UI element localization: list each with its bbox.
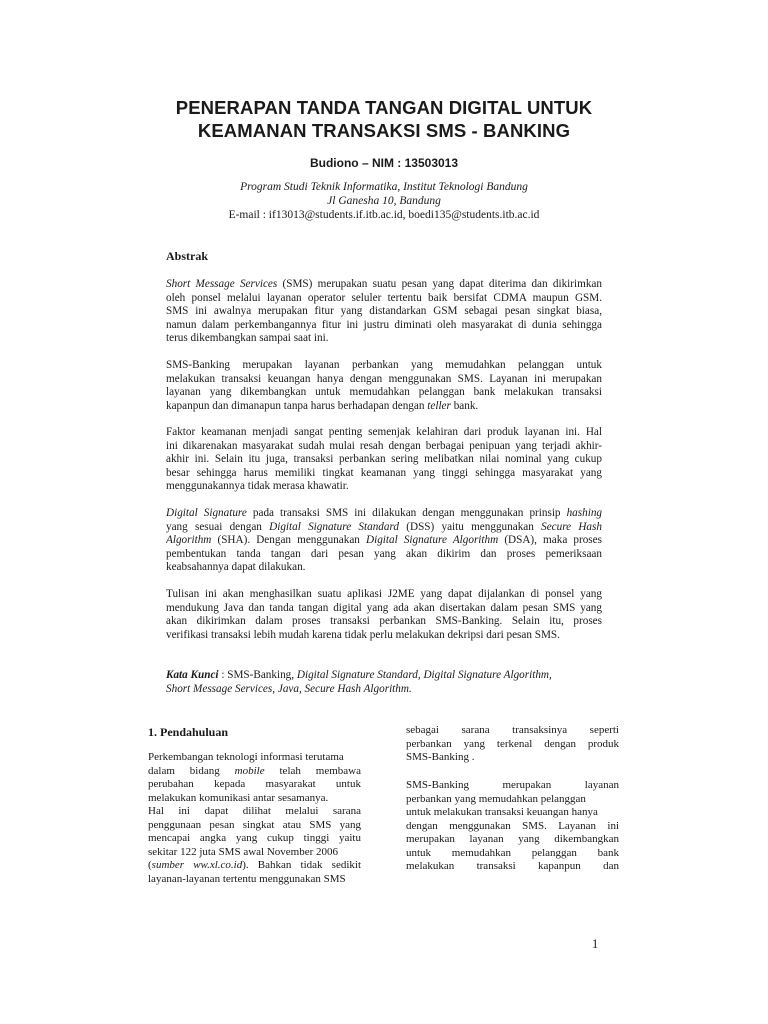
abstract-paragraph-4	[166, 507, 602, 575]
text-line: SMS-Banking merupakan layanan perbankan yang memudahkan pelanggan untuk	[166, 359, 602, 371]
abstract-paragraph-5	[166, 588, 602, 642]
text-line: melakukan komunikasi antar sesamanya.	[148, 791, 329, 804]
text-line: keabsahannya dapat dilakukan.	[166, 561, 306, 574]
text-line: untuk melakukan transaksi keuangan hanya	[406, 806, 598, 818]
title-line-2: KEAMANAN TRANSAKSI SMS - BANKING	[197, 120, 571, 141]
text-line: SMS-Banking merupakan layanan	[406, 779, 619, 791]
text-line: perbankan yang memudahkan pelanggan	[406, 792, 586, 805]
text-line: besar sehingga harus memiliki tingkat keamanan yang tinggi sehingga masyarakat yang	[166, 466, 602, 479]
text-line: yang sesuai dengan Digital Signature Standard (DSS) yaitu menggunakan Secure Hash	[166, 520, 602, 533]
keywords: Kata Kunci : SMS-Banking, Digital Signature Standard, Digital Signature Algorithm, Short Message Services, Java, Secure Hash Algorithm.	[166, 669, 552, 695]
text-line: perbankan yang terkenal dengan produk	[406, 737, 619, 750]
abstract-paragraph-2	[166, 359, 602, 413]
affiliation	[120, 180, 648, 222]
text-line: kapanpun dan dimanapun tanpa harus berhadapan dengan teller bank.	[166, 399, 479, 412]
right-column-paragraph-1	[406, 724, 619, 765]
text-line: layanan yang dikembangkan untuk memudahkan pelanggan bank melakukan transaksi	[166, 386, 602, 399]
left-column-text	[148, 751, 361, 886]
text-line: akan dikirimkan dalam proses transaksi perbankan SMS-Banking. Selain itu, proses	[166, 615, 602, 628]
title-line-1: PENERAPAN TANDA TANGAN DIGITAL UNTUK	[175, 97, 593, 118]
text-line: Tulisan ini akan menghasilkan suatu aplikasi J2ME yang dapat dijalankan di ponsel yang	[166, 588, 602, 600]
text-line: Algorithm (SHA). Dengan menggunakan Digital Signature Algorithm (DSA), maka proses	[166, 534, 602, 547]
text-line: menggunakannya tidak merasa khawatir.	[166, 480, 349, 493]
text-line: dengan menggunakan SMS. Layanan ini	[406, 819, 619, 832]
text-line: sekitar 122 juta SMS awal November 2006	[148, 845, 339, 858]
text-line: SMS-Banking .	[406, 751, 475, 763]
text-line: penggunaan pesan singkat atau SMS yang	[148, 818, 361, 831]
text-line: dalam bidang mobile telah membawa	[148, 764, 361, 777]
author-line: Budiono – NIM : 13503013	[309, 156, 459, 170]
text-line: sebagai sarana transaksinya seperti	[406, 724, 619, 736]
affiliation-address: Jl Ganesha 10, Bandung	[327, 195, 441, 207]
abstract-heading: Abstrak	[166, 249, 209, 263]
text-line: Short Message Services (SMS) merupakan suatu pesan yang dapat diterima dan dikirimkan	[166, 278, 602, 290]
section-heading-pendahuluan: 1. Pendahuluan	[148, 725, 229, 739]
text-line: terus dikembangkan sampai saat ini.	[166, 332, 329, 345]
text-line: ini dikarenakan masyarakat sudah mulai resah dengan berbagai penipuan yang terjadi akhir-	[166, 439, 602, 452]
text-line: Digital Signature pada transaksi SMS ini dilakukan dengan menggunakan prinsip hashing	[166, 507, 602, 519]
text-line: layanan-layanan tertentu menggunakan SMS	[148, 872, 346, 885]
text-line: pembentukan tanda tangan dari pesan yang akan dikirim dan proses pemeriksaan	[166, 547, 602, 560]
abstract-paragraph-3	[166, 426, 602, 494]
abstract-paragraph-1	[166, 278, 602, 346]
text-line: mencapai angka yang cukup tinggi yaitu	[148, 832, 361, 844]
text-line: (sumber ww.xl.co.id). Bahkan tidak sedikit	[148, 859, 361, 871]
text-line: melakukan transaksi kapanpun dan	[406, 860, 619, 872]
affiliation-program: Program Studi Teknik Informatika, Institut Teknologi Bandung	[240, 181, 528, 193]
text-line: Hal ini dapat dilihat melalui sarana	[148, 805, 361, 817]
text-line: melakukan transaksi keuangan hanya dengan menggunakan SMS. Layanan ini merupakan	[166, 372, 602, 385]
affiliation-email: E-mail : if13013@students.if.itb.ac.id, boedi135@students.itb.ac.id	[228, 209, 540, 221]
text-line: akhir ini. Selain itu juga, transaksi perbankan sering melibatkan nilai nominal yang cukup	[166, 453, 602, 466]
text-line: perubahan kepada masyarakat untuk	[148, 778, 361, 790]
text-line: verifikasi transaksi lebih mudah karena tidak perlu melakukan dekripsi dari pesan SMS.	[166, 628, 560, 641]
text-line: mendukung Java dan tanda tangan digital yang ada akan disertakan dalam pesan SMS yang	[166, 601, 602, 614]
keywords-text-1: SMS-Banking,	[227, 669, 297, 681]
text-line: merupakan layanan yang dikembangkan	[406, 833, 619, 845]
keywords-text-3: Short Message Services, Java, Secure Hash Algorithm.	[166, 682, 412, 695]
text-line: Perkembangan teknologi informasi terutama	[148, 751, 344, 763]
right-column-paragraph-2	[406, 779, 619, 874]
text-line: SMS ini awalnya merupakan fitur yang distandarkan GSM sebagai pesan singkat biasa,	[166, 305, 602, 318]
paper-title	[120, 96, 648, 142]
keywords-text-2: Digital Signature Standard, Digital Signature Algorithm,	[296, 669, 552, 681]
text-line: namun dalam perkembangannya fitur ini justru diminati oleh masyarakat di dunia sehingga	[166, 318, 602, 331]
text-line: Faktor keamanan menjadi sangat penting semenjak kelahiran dari produk layanan ini. Hal	[166, 426, 602, 438]
page-number: 1	[592, 937, 599, 951]
text-line: untuk memudahkan pelanggan bank	[406, 846, 619, 859]
keywords-label: Kata Kunci	[166, 669, 219, 681]
text-line: oleh ponsel melalui layanan operator seluler tertentu baik bersifat CDMA maupun GSM.	[166, 291, 602, 304]
